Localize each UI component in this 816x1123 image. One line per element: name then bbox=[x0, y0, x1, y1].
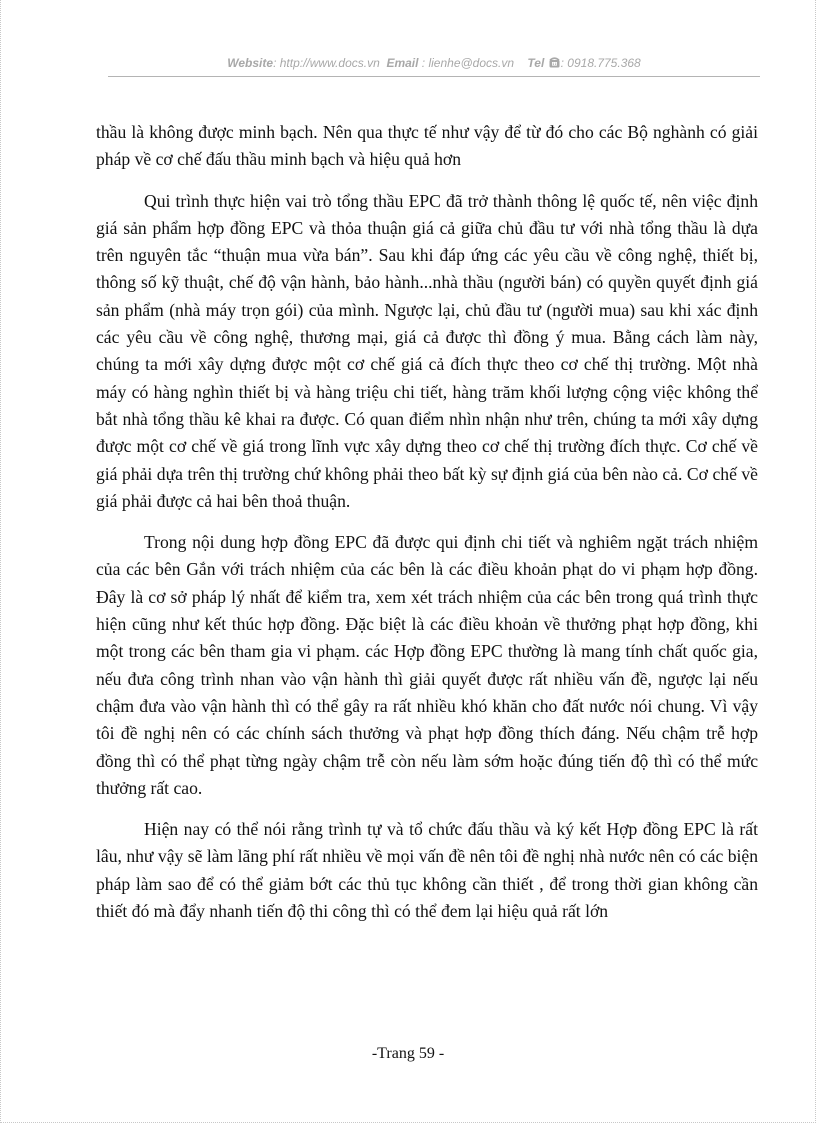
page-number: -Trang 59 - bbox=[371, 1045, 445, 1062]
website-label: Website bbox=[227, 56, 274, 70]
document-body bbox=[96, 119, 758, 939]
paragraph-1: thầu là không được minh bạch. Nên qua thực tế như vậy để từ đó cho các Bộ nghành có giải pháp về cơ chế đấu thầu minh bạch và hiệu quả hơn bbox=[96, 122, 758, 170]
paragraph-4: Hiện nay có thể nói rằng trình tự và tổ chức đấu thầu và ký kết Hợp đồng EPC là rất lâu, như vậy sẽ làm lãng phí rất nhiều về mọi vấn đề nên tôi đề nghị nhà nước nên có các biện pháp làm sao để có thể giảm bớt các thủ tục không cần thiết , để trong thời gian không cần thiết đó mà đẩy nhanh tiến độ thi công thì có thể đem lại hiệu quả rất lớn bbox=[96, 819, 758, 922]
paragraph-3: Trong nội dung hợp đồng EPC đã được qui định chi tiết và nghiêm ngặt trách nhiệm của các bên Gắn với trách nhiệm của các bên là các điều khoản phạt do vi phạm hợp đồng. Đây là cơ sở pháp lý nhất để kiểm tra, xem xét trách nhiệm của các bên trong quá trình thực hiện cũng như kết thúc hợp đồng. Đặc biệt là các điều khoản về thưởng phạt hợp đồng, khi một trong các bên tham gia vi phạm. các Hợp đồng EPC thường là mang tính chất quốc gia, nếu đưa công trình nhan vào vận hành thì giải quyết được rất nhiều vấn đề, ngược lại nếu chậm đưa vào vận hành thì có thể gây ra rất nhiều khó khăn cho đất nước nói chung. Vì vậy tôi đề nghị nên có các chính sách thưởng và phạt hợp đồng thích đáng. Nếu chậm trễ hợp đồng thì có thể phạt từng ngày chậm trễ còn nếu làm sớm hoặc đúng tiến độ thì có thể mức thưởng rất cao. bbox=[96, 532, 758, 798]
email-label: Email bbox=[386, 56, 419, 70]
website-url: : http://www.docs.vn bbox=[273, 56, 380, 70]
header-divider bbox=[108, 76, 760, 77]
email-address: : lienhe@docs.vn bbox=[418, 56, 515, 70]
tel-label: Tel bbox=[527, 56, 545, 70]
phone-icon bbox=[549, 57, 560, 68]
paragraph-2: Qui trình thực hiện vai trò tổng thầu EPC đã trở thành thông lệ quốc tế, nên việc định giá sản phẩm hợp đồng EPC và thỏa thuận giá cả giữa chủ đầu tư với nhà tổng thầu là dựa trên nguyên tắc “thuận mua vừa bán”. Sau khi đáp ứng các yêu cầu về công nghệ, thiết bị, thông số kỹ thuật, chế độ vận hành, bảo hành...nhà thầu (người bán) có quyền quyết định giá sản phẩm (nhà máy trọn gói) của mình. Ngược lại, chủ đầu tư (người mua) sau khi xác định các yêu cầu về công nghệ, thương mại, giá cả được thì đồng ý mua. Bằng cách làm này, chúng ta mới xây dựng được một cơ chế giá cả đích thực theo cơ chế thị trường. Một nhà máy có hàng nghìn thiết bị và hàng triệu chi tiết, hàng trăm khối lượng cộng việc không thể bắt nhà tổng thầu kê khai ra được. Có quan điểm nhìn nhận như trên, chúng ta mới xây dựng được một cơ chế về giá trong lĩnh vực xây dựng theo cơ chế thị trường đích thực. Cơ chế về giá phải dựa trên thị trường chứ không phải theo bất kỳ sự định giá của bên nào cả. Cơ chế về giá phải được cả hai bên thoả thuận. bbox=[96, 190, 758, 511]
page-header bbox=[108, 56, 760, 70]
tel-number: : 0918.775.368 bbox=[560, 56, 641, 70]
